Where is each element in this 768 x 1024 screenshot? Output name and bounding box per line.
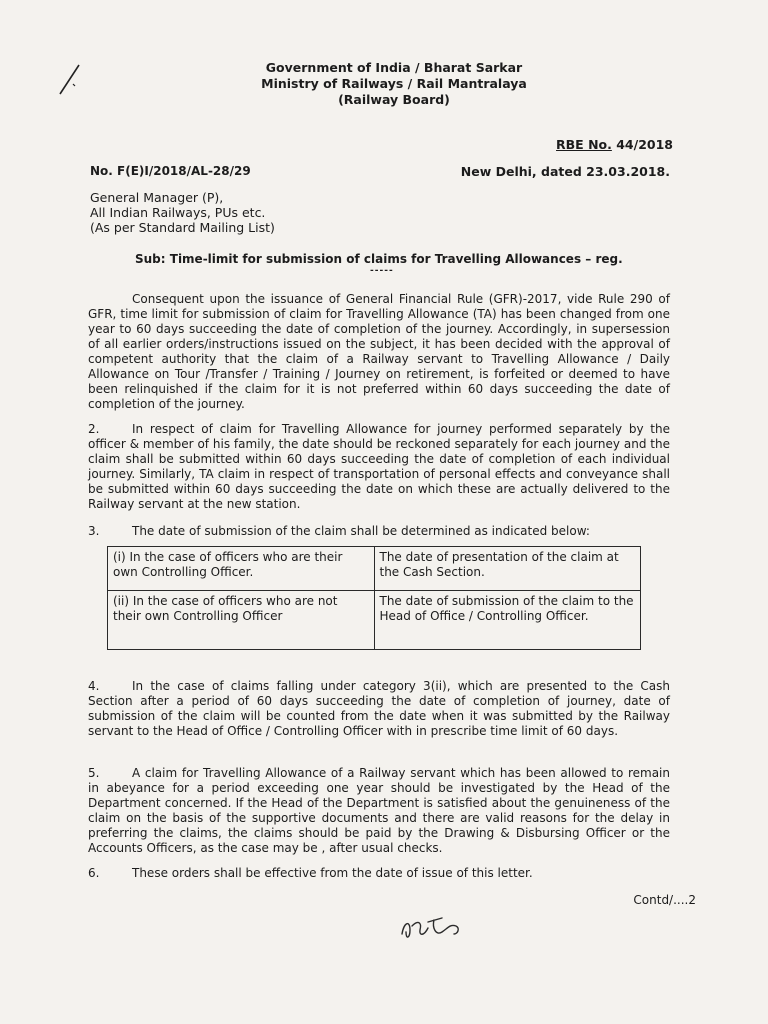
paragraph-1: Consequent upon the issuance of General Financial Rule (GFR)-2017, vide Rule 290 of GFR, time limit for submission of claim for Travelling Allowance (TA) has been changed from one year to 60 days succeeding the date of completion of the journey. Accordingly, in supersession of all earlier orders/instructions issued on the subject, it has been decided with the approval of competent authority that the claim of a Railway servant to Travelling Allowance / Daily Allowance on Tour /Transfer / Training / Journey on retirement, is forfeited or deemed to have been relinquished if the claim for it is not preferred within 60 days succeeding the date of completion of the journey. bbox=[88, 292, 670, 411]
paragraph-number: 6. bbox=[88, 866, 100, 880]
paragraph-text: In respect of claim for Travelling Allowance for journey performed separately by the officer & member of his family, the date should be reckoned separately for each journey and the claim shall be submitted within 60 days succeeding the date of completion of each individual journey. Similarly, TA claim in respect of transportation of personal effects and conveyance shall be submitted within 60 days succeeding the date on which these are actually delivered to the Railway servant at the new station. bbox=[88, 422, 670, 511]
paragraph-5 bbox=[88, 766, 670, 856]
rbe-label: RBE No. bbox=[556, 137, 612, 152]
subject-line: Sub: Time-limit for submission of claims for Travelling Allowances – reg. bbox=[135, 252, 623, 266]
addressee-block bbox=[90, 190, 275, 235]
paragraph-number: 3. bbox=[88, 524, 100, 538]
place-and-date: New Delhi, dated 23.03.2018. bbox=[460, 164, 670, 179]
rbe-value: 44/2018 bbox=[616, 137, 673, 152]
addressee-line: All Indian Railways, PUs etc. bbox=[90, 205, 266, 220]
paragraph-3 bbox=[88, 524, 670, 539]
letterhead-government: Government of India / Bharat Sarkar bbox=[265, 60, 523, 75]
paragraph-number: 5. bbox=[88, 766, 100, 780]
table-row bbox=[108, 591, 641, 650]
letterhead-board: (Railway Board) bbox=[338, 92, 450, 107]
addressee-line: (As per Standard Mailing List) bbox=[90, 220, 275, 235]
paragraph-text: A claim for Travelling Allowance of a Railway servant which has been allowed to remain in abeyance for a period exceeding one year should be investigated by the Head of the Department concerned. If the Head of the Department is satisfied about the genuineness of the claim on the basis of the supportive documents and there are valid reasons for the delay in preferring the claims, the claims should be paid by the Drawing & Disbursing Officer or the Accounts Officers, as the case may be , after usual checks. bbox=[88, 766, 670, 855]
letterhead bbox=[0, 60, 768, 108]
paragraph-text: The date of submission of the claim shall be determined as indicated below: bbox=[132, 524, 590, 538]
table-cell-category: (i) In the case of officers who are their own Controlling Officer. bbox=[108, 547, 375, 591]
paragraph-number: 4. bbox=[88, 679, 100, 693]
paragraph-text: These orders shall be effective from the date of issue of this letter. bbox=[132, 866, 533, 880]
paragraph-6 bbox=[88, 866, 670, 881]
claim-date-table bbox=[107, 546, 641, 650]
table-cell-category: (ii) In the case of officers who are not their own Controlling Officer bbox=[108, 591, 375, 650]
paragraph-4 bbox=[88, 679, 670, 739]
table-cell-date-rule: The date of submission of the claim to the Head of Office / Controlling Officer. bbox=[374, 591, 641, 650]
letterhead-ministry: Ministry of Railways / Rail Mantralaya bbox=[261, 76, 527, 91]
reference-number: No. F(E)I/2018/AL-28/29 bbox=[90, 164, 251, 178]
continued-marker: Contd/....2 bbox=[633, 893, 696, 907]
table-cell-date-rule: The date of presentation of the claim at the Cash Section. bbox=[374, 547, 641, 591]
paragraph-2 bbox=[88, 422, 670, 512]
table-row bbox=[108, 547, 641, 591]
paragraph-number: 2. bbox=[88, 422, 100, 436]
addressee-line: General Manager (P), bbox=[90, 190, 224, 205]
rbe-number bbox=[556, 137, 673, 152]
paragraph-text: In the case of claims falling under category 3(ii), which are presented to the Cash Section after a period of 60 days succeeding the date of completion of journey, date of submission of the claim will be counted from the date when it was submitted by the Railway servant to the Head of Office / Controlling Officer with in prescribe time limit of 60 days. bbox=[88, 679, 670, 738]
handwritten-signature bbox=[398, 910, 468, 946]
subject-separator: ----- bbox=[370, 266, 394, 276]
